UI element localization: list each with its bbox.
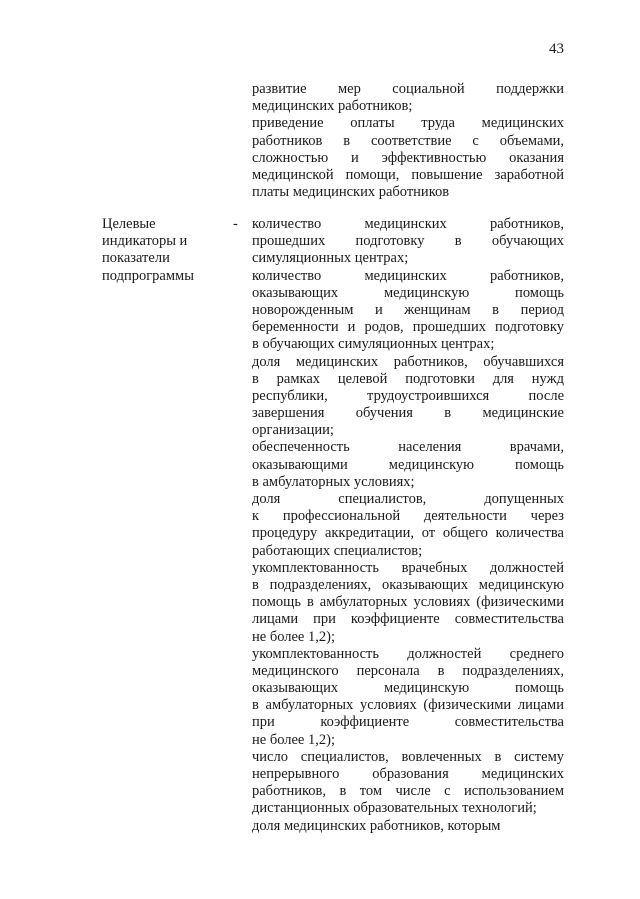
paragraph	[252, 646, 564, 749]
label-line: показатели	[102, 250, 170, 267]
text-line: беременности и родов, прошедших подготовку	[252, 319, 564, 336]
text-line: укомплектованность врачебных должностей	[252, 559, 564, 576]
text-line: медицинских работников;	[252, 98, 413, 115]
text-line: лицами при коэффициенте совместительства	[252, 611, 564, 628]
row-label-target-indicators	[102, 216, 232, 285]
section-1-text	[252, 81, 564, 201]
text-line: количество медицинских работников,	[252, 216, 564, 232]
text-line: доля специалистов, допущенных	[252, 491, 564, 507]
text-line: к профессиональной деятельности через	[252, 508, 564, 525]
text-line: организации;	[252, 422, 334, 439]
paragraph	[252, 81, 564, 115]
paragraph	[252, 439, 564, 491]
label-line: индикаторы и	[102, 233, 188, 250]
text-line: работающих специалистов;	[252, 542, 423, 559]
text-line: оказывающих медицинскую помощь	[252, 680, 564, 697]
text-line: процедуру аккредитации, от общего количества	[252, 525, 564, 542]
text-line: количество медицинских работников,	[252, 267, 564, 284]
text-line: в амбулаторных условиях;	[252, 473, 415, 490]
text-line: оказывающих медицинскую помощь	[252, 284, 564, 301]
page-number: 43	[549, 41, 564, 57]
text-line: завершения обучения в медицинские	[252, 405, 564, 422]
label-line: подпрограммы	[102, 267, 194, 284]
text-line: республики, трудоустроившихся после	[252, 387, 564, 404]
label-dash: -	[233, 216, 238, 232]
label-line: Целевые	[102, 216, 156, 232]
text-line: не более 1,2);	[252, 628, 335, 645]
text-line: в подразделениях, оказывающих медицинскую	[252, 576, 564, 593]
text-line: платы медицинских работников	[252, 184, 450, 201]
text-line: развитие мер социальной поддержки	[252, 81, 564, 97]
text-line: оказывающими медицинскую помощь	[252, 456, 564, 473]
paragraph	[252, 560, 564, 646]
paragraph	[252, 216, 564, 268]
text-line: новорожденным и женщинам в период	[252, 301, 564, 318]
text-line: сложностью и эффективностью оказания	[252, 149, 564, 166]
text-line: дистанционных образовательных технологий;	[252, 800, 537, 817]
text-line: непрерывного образования медицинских	[252, 766, 564, 782]
text-line: доля медицинских работников, которым	[252, 817, 501, 834]
text-line: укомплектованность должностей среднего	[252, 645, 564, 662]
text-line: доля медицинских работников, обучавшихся	[252, 353, 564, 370]
text-line: обеспеченность населения врачами,	[252, 439, 564, 456]
paragraph	[252, 115, 564, 201]
text-line: приведение оплаты труда медицинских	[252, 115, 564, 132]
text-line: при коэффициенте совместительства	[252, 714, 564, 731]
text-line: медицинской помощи, повышение заработной	[252, 166, 564, 183]
text-line: в обучающих симуляционных центрах;	[252, 336, 495, 353]
text-line: работников в соответствие с объемами,	[252, 132, 564, 149]
paragraph	[252, 818, 564, 835]
text-line: прошедших подготовку в обучающих	[252, 233, 564, 250]
text-line: число специалистов, вовлеченных в систему	[252, 748, 564, 765]
text-line: в амбулаторных условиях (физическими лицами	[252, 697, 564, 714]
text-line: в рамках целевой подготовки для нужд	[252, 370, 564, 387]
paragraph	[252, 268, 564, 354]
text-line: медицинского персонала в подразделениях,	[252, 662, 564, 679]
text-line: не более 1,2);	[252, 731, 335, 748]
paragraph	[252, 749, 564, 818]
paragraph	[252, 354, 564, 440]
text-line: симуляционных центрах;	[252, 250, 409, 267]
paragraph	[252, 491, 564, 560]
text-line: помощь в амбулаторных условиях (физическими	[252, 594, 564, 611]
section-2-text	[252, 216, 564, 835]
text-line: работников, в том числе с использованием	[252, 783, 564, 800]
